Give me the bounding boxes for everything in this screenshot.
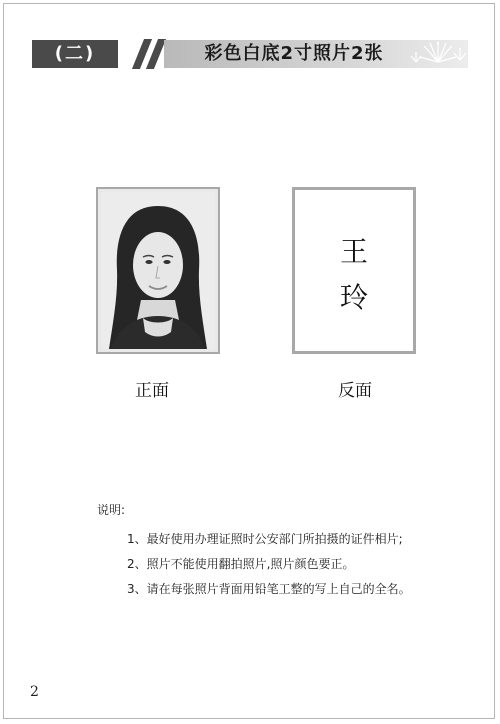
name-character: 王 — [339, 235, 368, 268]
page-border — [3, 3, 495, 719]
back-caption: 反面 — [338, 381, 372, 401]
page-title: 彩色白底2寸照片2张 — [204, 43, 384, 64]
portrait-photo — [101, 192, 215, 349]
back-photo-card — [292, 187, 416, 354]
section-header — [32, 40, 468, 68]
header-title-strip — [164, 40, 468, 68]
section-label: (二) — [32, 40, 118, 68]
note-item: 3、请在每张照片背面用铅笔工整的写上自己的全名。 — [127, 582, 411, 596]
note-item: 1、最好使用办理证照时公安部门所拍摄的证件相片; — [127, 532, 403, 546]
name-character: 玲 — [339, 281, 368, 314]
note-item: 2、照片不能使用翻拍照片,照片颜色要正。 — [127, 557, 355, 571]
page-number: 2 — [30, 684, 39, 700]
front-photo-frame — [96, 187, 220, 354]
notes-title: 说明: — [97, 503, 126, 517]
fireworks-icon — [408, 40, 468, 68]
front-caption: 正面 — [135, 381, 169, 401]
